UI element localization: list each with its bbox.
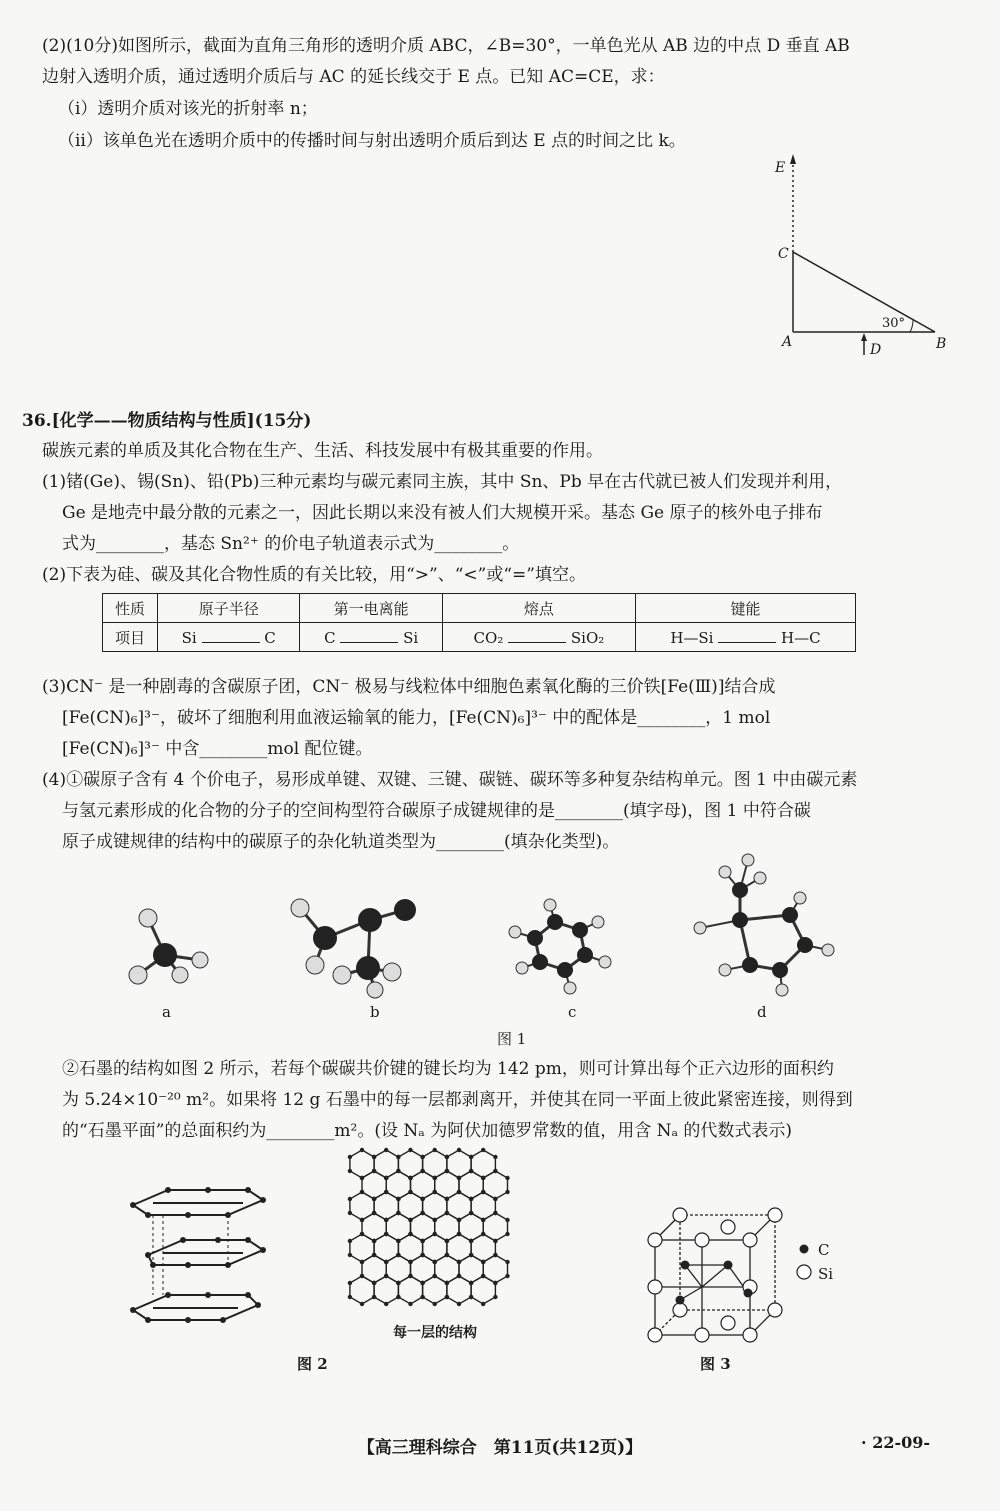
carbon-atom (396, 1281, 400, 1285)
carbon-atom (505, 1176, 509, 1180)
carbon-atom (457, 1232, 461, 1236)
chem-q1-line1: (1)锗(Ge)、锡(Sn)、铅(Pb)三种元素均与碳元素同主族，其中 Sn、Pb 早在古代就已被人们发现并利用， (42, 472, 843, 492)
carbon-atom (408, 1232, 412, 1236)
hexagon-cell (374, 1276, 398, 1304)
carbon-atom (493, 1155, 497, 1159)
legend-markers (796, 1240, 816, 1285)
carbon-atom (384, 1190, 388, 1194)
carbon-atom (469, 1253, 473, 1257)
table-header-cell: 键能 (635, 594, 855, 623)
carbon-atom (348, 1197, 352, 1201)
carbon-atom (396, 1155, 400, 1159)
chem-q3-line1: (3)CN⁻ 是一种剧毒的含碳原子团，CN⁻ 极易与线粒体中细胞色素氧化酶的三价铁[Fe(Ⅲ)]结合成 (42, 677, 776, 697)
carbon-atom (396, 1239, 400, 1243)
graphite-layer-honeycomb (350, 1150, 535, 1320)
carbon-atom (469, 1281, 473, 1285)
carbon-atom (348, 1239, 352, 1243)
carbon-atom (493, 1295, 497, 1299)
chem-intro: 碳族元素的单质及其化合物在生产、生活、科技发展中有极其重要的作用。 (42, 441, 603, 461)
carbon-atom (457, 1274, 461, 1278)
molecule-a (129, 909, 208, 984)
carbon-atom (420, 1169, 424, 1173)
answer-blank (340, 628, 398, 643)
table-cell: Si C (158, 623, 300, 652)
carbon-atom (360, 1190, 364, 1194)
carbon-atom (408, 1190, 412, 1194)
carbon-atom (505, 1260, 509, 1264)
carbon-atom (420, 1295, 424, 1299)
physics-q2-line1: (2)(10分)如图所示，截面为直角三角形的透明介质 ABC，∠B=30°，一单色光从 AB 边的中点 D 垂直 AB (42, 36, 850, 56)
chem-q1-line3: 式为________，基态 Sn²⁺ 的价电子轨道表示式为________。 (62, 534, 520, 554)
carbon-atom (348, 1169, 352, 1173)
carbon-atom (457, 1218, 461, 1222)
sic-unit-cell-figure (640, 1205, 790, 1340)
carbon-atom (457, 1260, 461, 1264)
answer-blank (718, 628, 776, 643)
carbon-atom (420, 1253, 424, 1257)
carbon-atom (372, 1239, 376, 1243)
carbon-atom (433, 1190, 437, 1194)
molecule-c (509, 899, 611, 994)
carbon-atom (420, 1239, 424, 1243)
carbon-atom (445, 1253, 449, 1257)
carbon-atom (384, 1260, 388, 1264)
carbon-atom (493, 1253, 497, 1257)
carbon-atom (384, 1274, 388, 1278)
hexagon-cell (350, 1276, 374, 1304)
carbon-atom (348, 1155, 352, 1159)
chem-q4-line3: 原子成键规律的结构中的碳原子的杂化轨道类型为________(填杂化类型)。 (62, 832, 620, 852)
fig2-caption: 图 2 (297, 1355, 328, 1373)
carbon-atom (384, 1148, 388, 1152)
carbon-atom (372, 1169, 376, 1173)
carbon-atom (408, 1218, 412, 1222)
legend-c-marker (800, 1245, 809, 1254)
hexagon-cell (423, 1276, 447, 1304)
chem-q3-line3: [Fe(CN)₆]³⁻ 中含________mol 配位键。 (62, 739, 373, 759)
carbon-atom (469, 1295, 473, 1299)
label-D: D (870, 342, 882, 358)
carbon-atom (481, 1218, 485, 1222)
label-A: A (782, 334, 793, 350)
carbon-atom (348, 1211, 352, 1215)
label-B: B (936, 336, 947, 352)
graphite-layers-figure (128, 1185, 268, 1345)
table-header-cell: 性质 (103, 594, 158, 623)
carbon-atom (457, 1148, 461, 1152)
carbon-atom (493, 1197, 497, 1201)
hexagon-cell (398, 1276, 422, 1304)
carbon-atom (433, 1218, 437, 1222)
carbon-atom (493, 1281, 497, 1285)
chem-q2-line1: (2)下表为硅、碳及其化合物性质的有关比较，用“>”、“<”或“=”填空。 (42, 565, 586, 585)
carbon-atom (408, 1274, 412, 1278)
chem-q4-line1: (4)①碳原子含有 4 个价电子，易形成单键、双键、三键、碳链、碳环等多种复杂结构单元。图 1 中由碳元素 (42, 770, 858, 790)
carbon-atom (433, 1274, 437, 1278)
hexagon-cell (471, 1276, 495, 1304)
carbon-atom (360, 1260, 364, 1264)
carbon-atom (445, 1169, 449, 1173)
carbon-atom (408, 1302, 412, 1306)
carbon-atom (505, 1190, 509, 1194)
carbon-atom (384, 1232, 388, 1236)
carbon-atom (408, 1176, 412, 1180)
carbon-atom (372, 1155, 376, 1159)
carbon-atom (493, 1239, 497, 1243)
carbon-atom (396, 1253, 400, 1257)
fig1-letter-c: c (568, 1003, 577, 1021)
carbon-atom (384, 1218, 388, 1222)
physics-q2-part-i: （ⅰ）透明介质对该光的折射率 n； (58, 99, 318, 119)
carbon-atom (360, 1148, 364, 1152)
chem-q4b-line1: ②石墨的结构如图 2 所示，若每个碳碳共价键的键长均为 142 pm，则可计算出每个正六边形的面积约 (62, 1059, 834, 1079)
carbon-atom (481, 1260, 485, 1264)
carbon-atom (493, 1169, 497, 1173)
carbon-atom (372, 1211, 376, 1215)
carbon-atom (469, 1155, 473, 1159)
carbon-atom (396, 1197, 400, 1201)
table-header-cell: 第一电离能 (300, 594, 442, 623)
carbon-atom (360, 1176, 364, 1180)
carbon-atom (433, 1232, 437, 1236)
physics-q2-line2: 边射入透明介质，通过透明介质后与 AC 的延长线交于 E 点。已知 AC=CE，求： (42, 67, 665, 87)
carbon-atom (505, 1218, 509, 1222)
table-header-cell: 熔点 (442, 594, 635, 623)
carbon-atom (445, 1211, 449, 1215)
fig1-letter-a: a (162, 1003, 171, 1021)
carbon-atom (360, 1218, 364, 1222)
chem-header: 36.[化学——物质结构与性质](15分) (22, 411, 312, 431)
carbon-atom (420, 1281, 424, 1285)
carbon-atom (384, 1176, 388, 1180)
layer-structure-caption: 每一层的结构 (393, 1325, 477, 1341)
fig3-caption: 图 3 (700, 1355, 731, 1373)
carbon-atom (457, 1302, 461, 1306)
carbon-atom (420, 1211, 424, 1215)
label-angle-30: 30° (882, 316, 906, 331)
carbon-atom (408, 1148, 412, 1152)
carbon-atom (445, 1155, 449, 1159)
carbon-atom (469, 1211, 473, 1215)
carbon-atom (469, 1239, 473, 1243)
carbon-atom (505, 1274, 509, 1278)
carbon-atom (348, 1295, 352, 1299)
carbon-atom (433, 1260, 437, 1264)
table-cell: H—Si H—C (635, 623, 855, 652)
triangle-figure (760, 150, 980, 370)
carbon-atom (445, 1239, 449, 1243)
carbon-atom (372, 1281, 376, 1285)
carbon-atom (481, 1232, 485, 1236)
chem-q1-line2: Ge 是地壳中最分散的元素之一，因此长期以来没有被人们大规模开采。基态 Ge 原子的核外电子排布 (62, 503, 823, 523)
page-footer: 【高三理科综合 第11页(共12页)】 (357, 1438, 643, 1458)
carbon-atom (396, 1211, 400, 1215)
fig1-letter-b: b (370, 1003, 380, 1021)
hexagon-cell (447, 1276, 471, 1304)
carbon-atom (481, 1302, 485, 1306)
table-row (103, 623, 856, 652)
carbon-atom (372, 1295, 376, 1299)
carbon-atom (360, 1302, 364, 1306)
carbon-atom (493, 1211, 497, 1215)
carbon-atom (408, 1260, 412, 1264)
carbon-atom (372, 1253, 376, 1257)
carbon-atom (481, 1176, 485, 1180)
carbon-atom (396, 1295, 400, 1299)
chem-q3-line2: [Fe(CN)₆]³⁻，破坏了细胞利用血液运输氧的能力，[Fe(CN)₆]³⁻ 中的配体是________，1 mol (62, 708, 771, 728)
legend-si-marker (797, 1265, 811, 1279)
comparison-table (102, 593, 856, 652)
carbon-atom (457, 1190, 461, 1194)
carbon-atom (445, 1197, 449, 1201)
carbon-atom (348, 1253, 352, 1257)
carbon-atom (360, 1274, 364, 1278)
answer-blank (508, 628, 566, 643)
molecule-d (694, 854, 834, 996)
carbon-atom (481, 1190, 485, 1194)
physics-q2-part-ii: （ⅱ）该单色光在透明介质中的传播时间与射出透明介质后到达 E 点的时间之比 k。 (58, 131, 686, 151)
answer-blank (202, 628, 260, 643)
chem-q4b-line2: 为 5.24×10⁻²⁰ m²。如果将 12 g 石墨中的每一层都剥离开，并使其在同一平面上彼此紧密连接，则得到 (62, 1090, 853, 1110)
carbon-atom (445, 1281, 449, 1285)
carbon-atom (420, 1197, 424, 1201)
label-E: E (775, 160, 786, 176)
carbon-atom (445, 1295, 449, 1299)
carbon-atom (384, 1302, 388, 1306)
carbon-atom (348, 1281, 352, 1285)
molecule-b (291, 899, 416, 998)
chem-q4-line2: 与氢元素形成的化合物的分子的空间构型符合碳原子成键规律的是________(填字母)，图 1 中符合碳 (62, 801, 811, 821)
carbon-atom (372, 1197, 376, 1201)
figure1-molecules (100, 850, 860, 1000)
table-header-cell: 原子半径 (158, 594, 300, 623)
carbon-atom (457, 1176, 461, 1180)
carbon-atom (396, 1169, 400, 1173)
fig1-caption: 图 1 (497, 1030, 527, 1048)
label-C: C (778, 246, 789, 262)
table-row-label: 项目 (103, 623, 158, 652)
fig1-letter-d: d (757, 1003, 767, 1021)
carbon-atom (360, 1232, 364, 1236)
carbon-atom (469, 1197, 473, 1201)
carbon-atom (481, 1148, 485, 1152)
carbon-atom (469, 1169, 473, 1173)
carbon-atom (433, 1176, 437, 1180)
carbon-atom (505, 1232, 509, 1236)
chem-q4b-line3: 的“石墨平面”的总面积约为________m²。(设 Nₐ 为阿伏加德罗常数的值，用含 Nₐ 的代数式表示) (62, 1121, 793, 1141)
table-cell: CO₂ SiO₂ (442, 623, 635, 652)
carbon-atom (420, 1155, 424, 1159)
carbon-atom (433, 1302, 437, 1306)
carbon-atom (433, 1148, 437, 1152)
footer-code: · 22-09- (861, 1433, 930, 1452)
legend-si-label: Si (818, 1265, 834, 1283)
carbon-atom (481, 1274, 485, 1278)
table-header-row (103, 594, 856, 623)
table-cell: C Si (300, 623, 442, 652)
legend-c-label: C (818, 1241, 830, 1259)
